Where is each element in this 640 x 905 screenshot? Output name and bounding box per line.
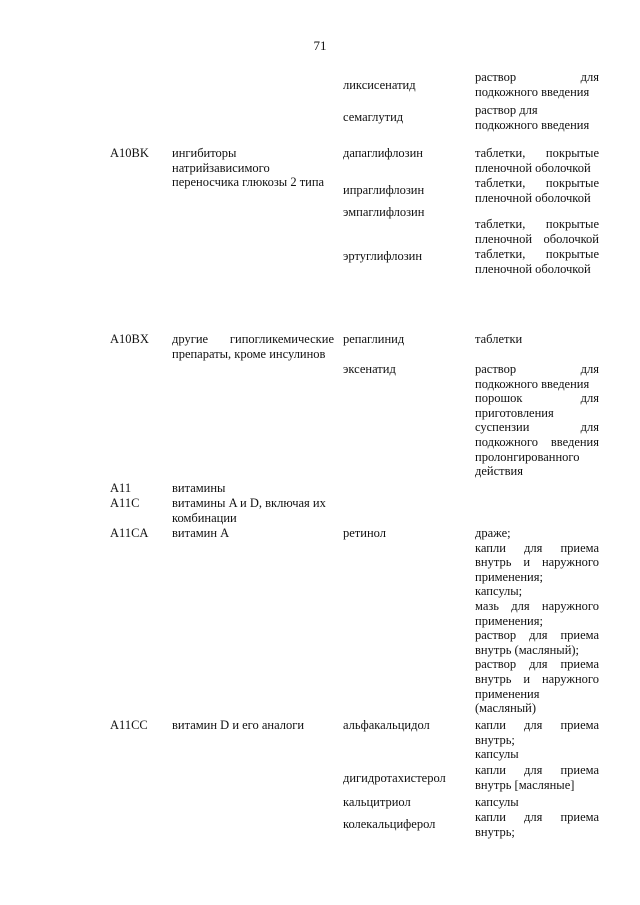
dosage-form bbox=[475, 362, 599, 479]
dosage-form-line: внутрь [масляные] bbox=[475, 777, 575, 792]
dosage-form-line: внутрь и наружного bbox=[475, 671, 599, 686]
dosage-form bbox=[475, 70, 599, 99]
dosage-form-line: (масляный) bbox=[475, 701, 537, 716]
atc-code: A11C bbox=[110, 496, 140, 510]
drug-name: эртуглифлозин bbox=[343, 249, 423, 263]
dosage-form-line: мазь для наружного bbox=[475, 598, 599, 613]
dosage-form-line: раствор для bbox=[475, 103, 538, 117]
atc-code: A10BX bbox=[110, 332, 149, 346]
description-line: витамины bbox=[172, 481, 226, 495]
atc-description bbox=[172, 481, 334, 496]
drug-name: эксенатид bbox=[343, 362, 396, 376]
dosage-form bbox=[475, 763, 599, 792]
dosage-form-line: применения; bbox=[475, 613, 543, 628]
dosage-form-line: таблетки, покрытые bbox=[475, 146, 599, 160]
dosage-form-line: порошок для bbox=[475, 391, 599, 406]
dosage-form bbox=[475, 146, 599, 175]
dosage-form-line: таблетки, покрытые bbox=[475, 217, 599, 231]
dosage-form bbox=[475, 176, 599, 205]
dosage-form-line: пролонгированного bbox=[475, 449, 580, 464]
description-line: комбинации bbox=[172, 510, 237, 525]
dosage-form-line: капли для приема bbox=[475, 763, 599, 777]
drug-name: эмпаглифлозин bbox=[343, 205, 425, 219]
dosage-form-line: капсулы bbox=[475, 747, 519, 762]
dosage-form-line: пленочной оболочкой bbox=[475, 160, 591, 175]
dosage-form-line: капсулы; bbox=[475, 584, 523, 599]
dosage-form-line: суспензии для bbox=[475, 420, 599, 435]
dosage-form-line: раствор для bbox=[475, 362, 599, 376]
dosage-form-line: применения; bbox=[475, 569, 543, 584]
dosage-form bbox=[475, 103, 599, 132]
atc-description bbox=[172, 526, 334, 541]
dosage-form-line: раствор для bbox=[475, 70, 599, 84]
dosage-form-line: капли для приема bbox=[475, 810, 599, 824]
dosage-form-line: приготовления bbox=[475, 405, 554, 420]
drug-name: ликсисенатид bbox=[343, 78, 416, 92]
dosage-form bbox=[475, 332, 599, 347]
dosage-form-line: внутрь (масляный); bbox=[475, 642, 580, 657]
dosage-form-line: внутрь и наружного bbox=[475, 555, 599, 570]
dosage-form-line: таблетки, покрытые bbox=[475, 176, 599, 190]
dosage-form-line: подкожного введения bbox=[475, 117, 590, 132]
drug-name: ипраглифлозин bbox=[343, 183, 425, 197]
dosage-form-line: раствор для приема bbox=[475, 628, 599, 643]
description-line: витамины A и D, включая их bbox=[172, 496, 326, 510]
atc-description bbox=[172, 496, 334, 525]
drug-name: ретинол bbox=[343, 526, 386, 540]
dosage-form-line: раствор для приема bbox=[475, 657, 599, 672]
drug-name: семаглутид bbox=[343, 110, 404, 124]
dosage-form-line: капли для приема bbox=[475, 718, 599, 732]
atc-code: A11CC bbox=[110, 718, 148, 732]
dosage-form bbox=[475, 217, 599, 246]
description-line: другие гипогликемические bbox=[172, 332, 334, 346]
drug-name: альфакальцидол bbox=[343, 718, 430, 732]
description-line: ингибиторы bbox=[172, 146, 237, 160]
description-line: витамин D и его аналоги bbox=[172, 718, 305, 732]
dosage-form-line: подкожного введения bbox=[475, 376, 590, 391]
dosage-form bbox=[475, 810, 599, 839]
dosage-form-line: подкожного введения bbox=[475, 434, 599, 449]
dosage-form-line: таблетки bbox=[475, 332, 523, 346]
atc-description bbox=[172, 332, 334, 361]
description-line: витамин A bbox=[172, 526, 230, 540]
atc-code: A11CA bbox=[110, 526, 149, 540]
dosage-form bbox=[475, 795, 599, 810]
drug-name: колекальциферол bbox=[343, 817, 436, 831]
description-line: препараты, кроме инсулинов bbox=[172, 346, 326, 361]
dosage-form-line: пленочной оболочкой bbox=[475, 261, 591, 276]
page-number: 71 bbox=[313, 38, 327, 53]
drug-name: дапаглифлозин bbox=[343, 146, 423, 160]
dosage-form-line: драже; bbox=[475, 526, 511, 540]
dosage-form bbox=[475, 526, 599, 716]
dosage-form bbox=[475, 718, 599, 762]
dosage-form-line: капли для приема bbox=[475, 540, 599, 555]
atc-code: A10BK bbox=[110, 146, 149, 160]
dosage-form-line: капсулы bbox=[475, 795, 519, 809]
dosage-form-line: подкожного введения bbox=[475, 84, 590, 99]
atc-description bbox=[172, 146, 334, 190]
description-line: переносчика глюкозы 2 типа bbox=[172, 175, 325, 190]
dosage-form bbox=[475, 247, 599, 276]
dosage-form-line: применения bbox=[475, 686, 540, 701]
dosage-form-line: действия bbox=[475, 464, 523, 479]
dosage-form-line: пленочной оболочкой bbox=[475, 190, 591, 205]
dosage-form-line: внутрь; bbox=[475, 732, 515, 747]
drug-name: кальцитриол bbox=[343, 795, 411, 809]
dosage-form-line: внутрь; bbox=[475, 824, 515, 839]
atc-code: A11 bbox=[110, 481, 132, 495]
dosage-form-line: пленочной оболочкой bbox=[475, 231, 599, 246]
atc-description bbox=[172, 718, 334, 733]
dosage-form-line: таблетки, покрытые bbox=[475, 247, 599, 261]
drug-name: репаглинид bbox=[343, 332, 405, 346]
description-line: натрийзависимого bbox=[172, 160, 270, 175]
drug-name: дигидротахистерол bbox=[343, 771, 446, 785]
